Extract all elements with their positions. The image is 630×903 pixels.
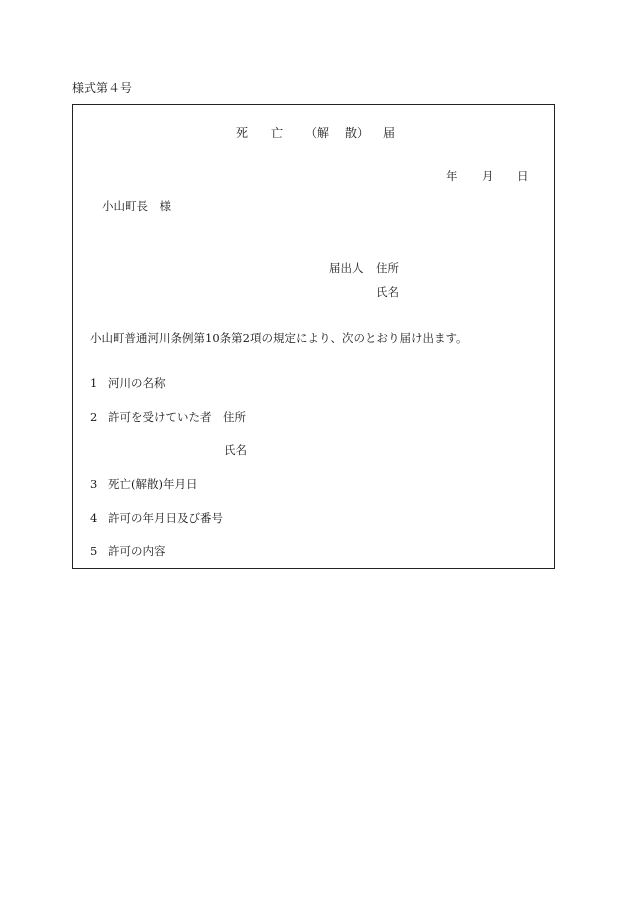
date-day-label: 日 <box>517 169 529 183</box>
item-label: 許可を受けていた者 住所 <box>108 410 246 424</box>
item-number: 4 <box>90 511 98 525</box>
title-char-3: （解 <box>305 126 330 140</box>
item-number: 3 <box>90 477 98 491</box>
form-number: 様式第４号 <box>72 81 133 95</box>
addressee: 小山町長 様 <box>102 199 171 213</box>
item-label: 許可の年月日及び番号 <box>108 511 223 525</box>
item-label: 許可の内容 <box>108 544 166 558</box>
item-sub-label: 氏名 <box>224 443 247 457</box>
date-year-label: 年 <box>446 169 458 183</box>
title-char-2: 亡 <box>271 126 284 140</box>
item-number: 5 <box>90 544 98 558</box>
statement: 小山町普通河川条例第10条第2項の規定により、次のとおり届け出ます。 <box>90 331 468 345</box>
date-month-label: 月 <box>482 169 494 183</box>
item-label: 河川の名称 <box>108 376 166 390</box>
title-char-4: 散） <box>345 126 370 140</box>
item-number: 1 <box>90 376 98 390</box>
item-label: 死亡(解散)年月日 <box>108 477 198 491</box>
applicant-label: 届出人 <box>329 261 364 275</box>
title-char-1: 死 <box>236 126 249 140</box>
applicant-address-label: 住所 <box>376 261 399 275</box>
title-char-5: 届 <box>383 126 396 140</box>
item-number: 2 <box>90 410 98 424</box>
applicant-name-label: 氏名 <box>376 285 399 299</box>
